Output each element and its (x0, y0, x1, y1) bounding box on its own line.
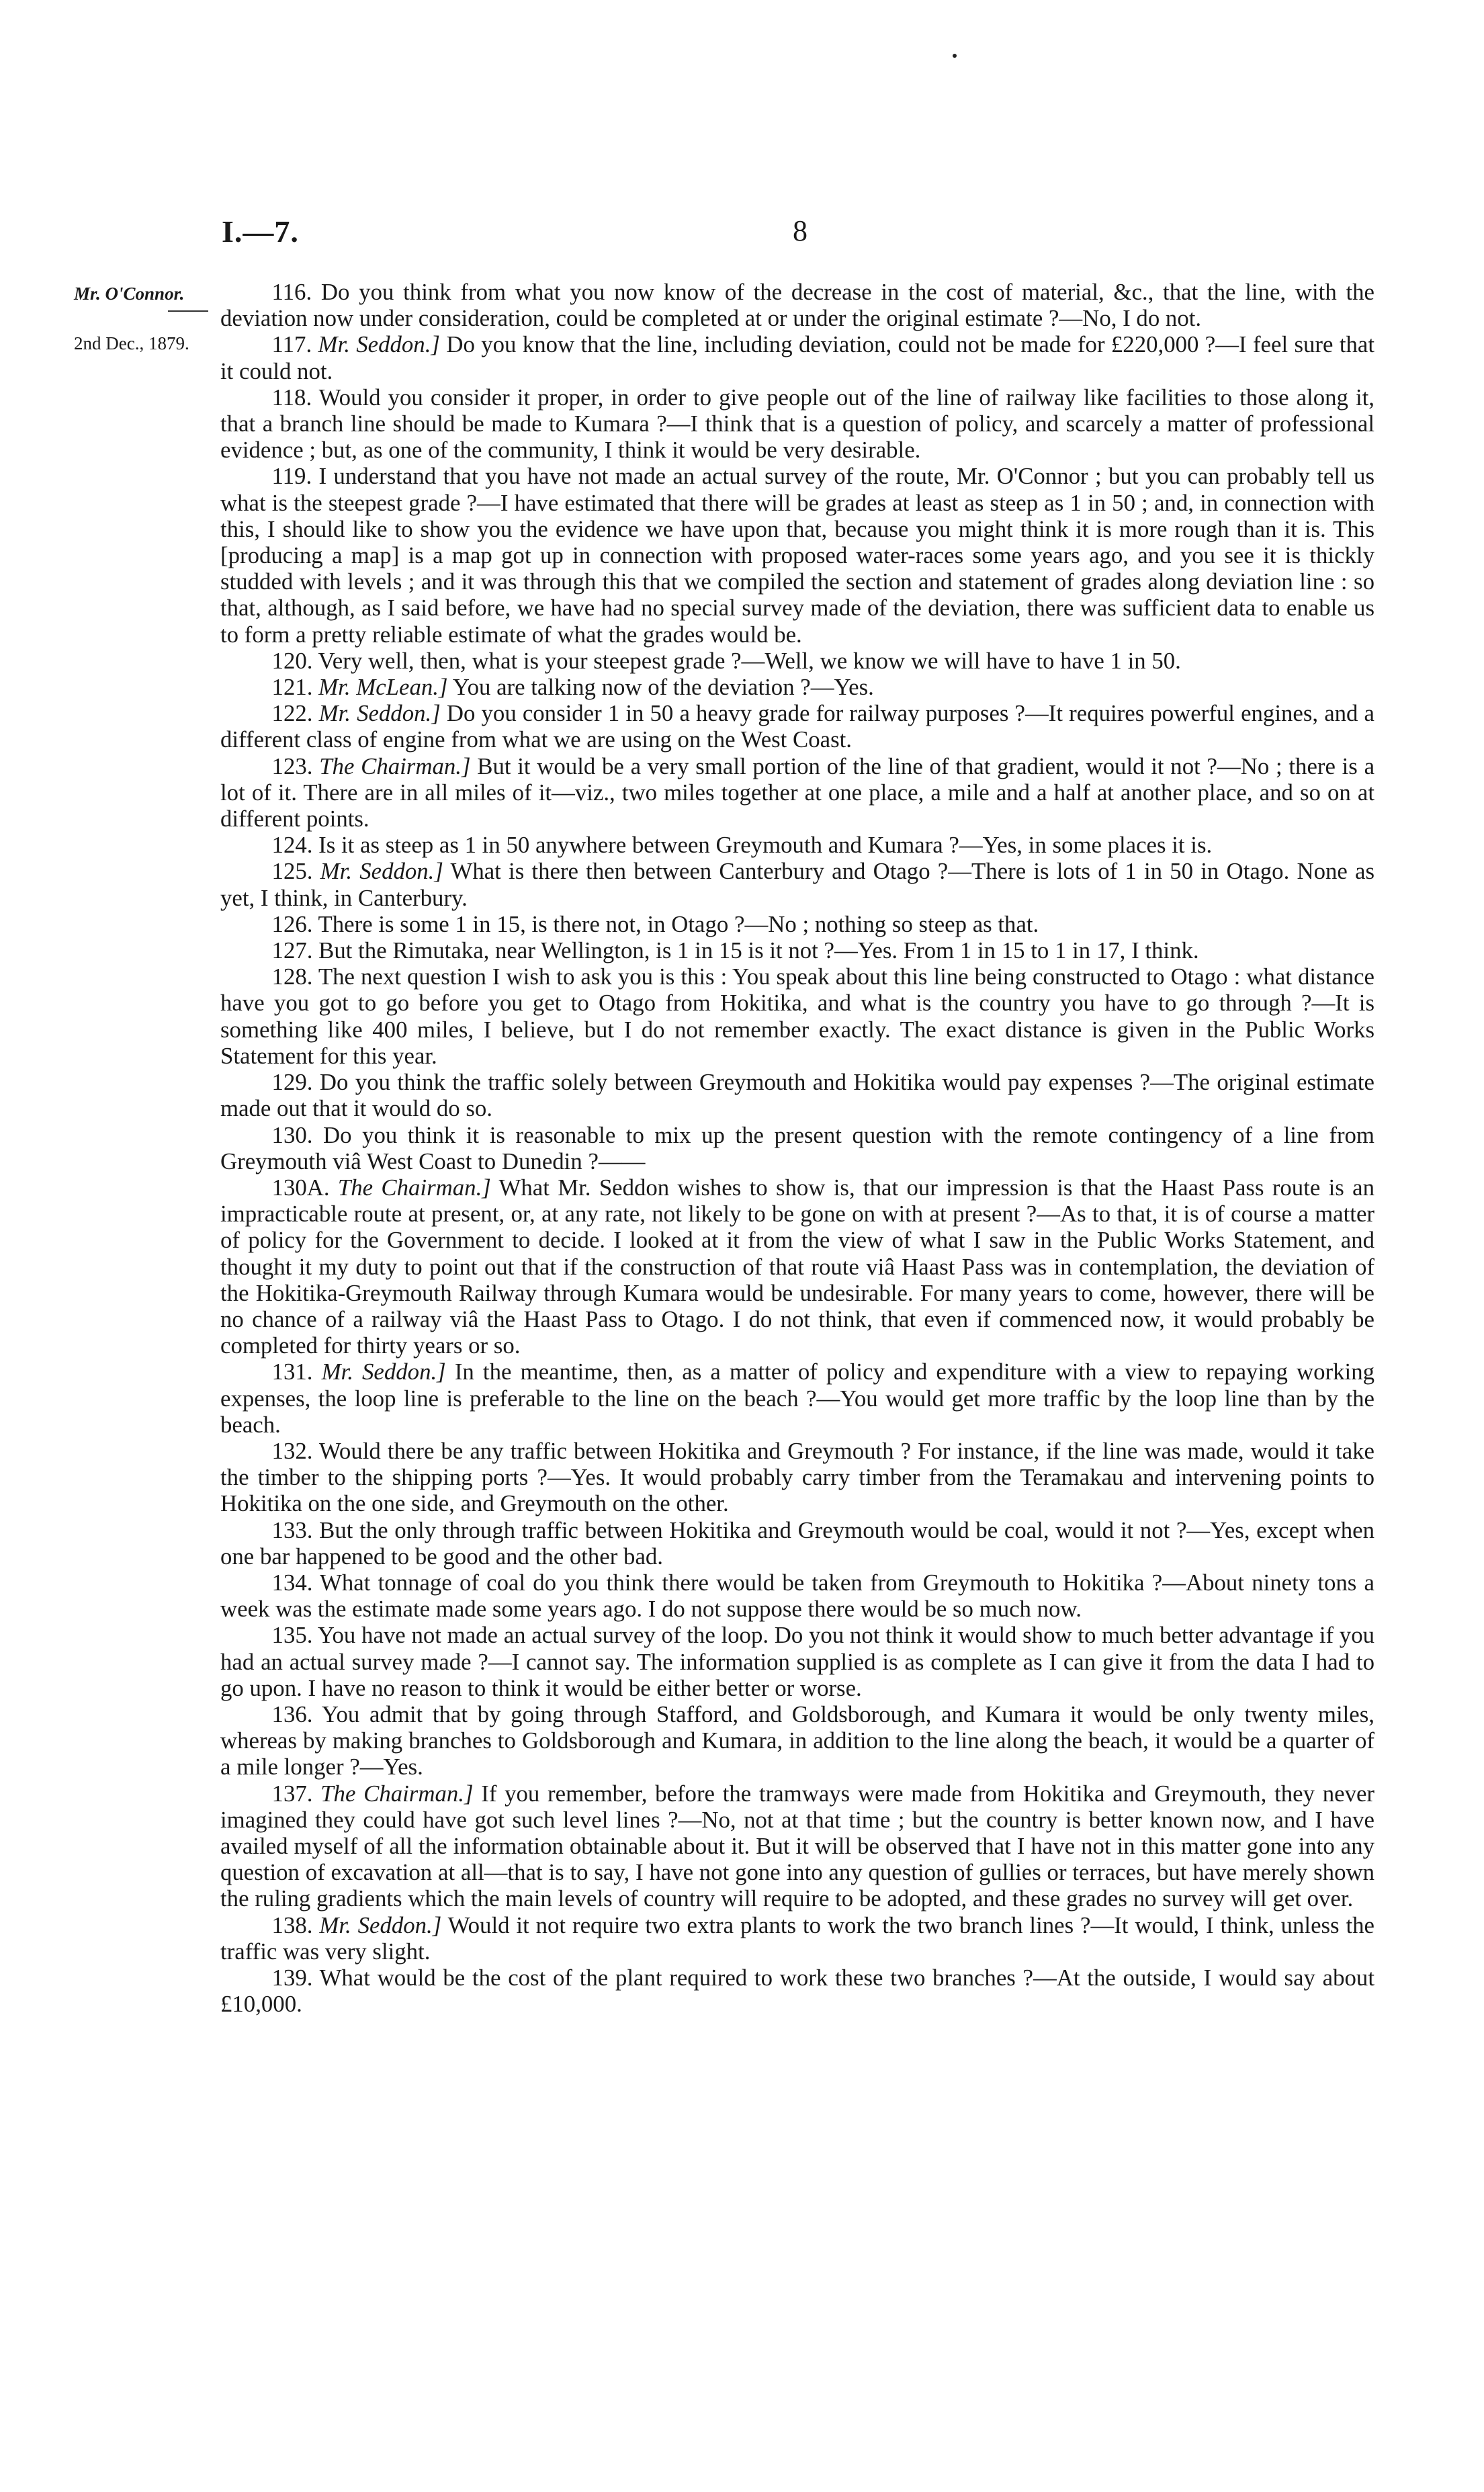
question-paragraph (220, 1122, 1374, 1174)
question-text: Do you think the traffic solely between Greymouth and Hokitika would pay expenses ?—The original estimate made out that it would do so. (220, 1069, 1374, 1122)
question-number: 130. (271, 1121, 313, 1148)
question-text: Very well, then, what is your steepest grade ?—Well, we know we will have to have 1 in 50. (318, 647, 1181, 674)
question-text: You admit that by going through Stafford, and Goldsborough, and Kumara it would be only twenty miles, whereas by making branches to Goldsborough and Kumara, in addition to the line along the beach, it would be a quarter of a mile longer ?—Yes. (220, 1701, 1374, 1780)
question-text: The next question I wish to ask you is this : You speak about this line being constructed to Otago : what distance have you got to go before you get to Otago from Hokitika, and what is the country you have to go through ?—It is something like 400 miles, I believe, but I do not remember exactly. The exact distance is given in the Public Works Statement for this year. (220, 963, 1375, 1069)
question-paragraph (220, 1069, 1374, 1121)
question-text: What tonnage of coal do you think there would be taken from Greymouth to Hokitika ?—About ninety tons a week was the estimate made some years ago. I do not suppose there would be so much now. (220, 1569, 1374, 1623)
question-text: Do you think from what you now know of the decrease in the cost of material, &c., that the line, with the deviation now under consideration, could be completed at or under the original estimate ?—No, I do not. (220, 279, 1374, 332)
question-paragraph (220, 911, 1374, 937)
question-paragraph (220, 1517, 1374, 1570)
question-paragraph (220, 331, 1374, 384)
speaker: Mr. Seddon.] (318, 700, 441, 727)
question-paragraph (220, 1622, 1374, 1701)
question-number: 127. (271, 937, 313, 964)
question-number: 118. (271, 384, 312, 411)
question-paragraph (220, 1912, 1374, 1965)
margin-rule (168, 310, 208, 312)
question-number: 135. (271, 1622, 313, 1649)
question-number: 129. (271, 1069, 313, 1096)
question-paragraph (220, 463, 1374, 647)
question-text: Is it as steep as 1 in 50 anywhere between Greymouth and Kumara ?—Yes, in some places it is. (318, 832, 1213, 859)
speaker: Mr. Seddon.] (318, 331, 440, 358)
speaker: The Chairman.] (337, 1174, 491, 1201)
question-text: If you remember, before the tramways were made from Hokitika and Greymouth, they never imagined they could have got such level lines ?—No, not at that time ; but the country is better known now, and I have availed myself of all the information obtainable about it. But it will be observed that I have not in this matter gone into any question of excavation at all—that is to say, I have not gone into any question of gullies or terraces, but have merely shown the ruling gradients which the main levels of country will require to be adopted, and these grades no survey will get over. (220, 1780, 1375, 1912)
hearing-date: 2nd Dec., 1879. (74, 333, 189, 353)
question-number: 119. (271, 463, 312, 490)
question-text: Would it not require two extra plants to work the two branch lines ?—It would, I think, unless the traffic was very slight. (220, 1911, 1375, 1965)
speaker: The Chairman.] (320, 1780, 474, 1807)
question-paragraph (220, 700, 1374, 753)
question-number: 125. (271, 858, 313, 885)
question-paragraph (220, 963, 1374, 1069)
question-number: 132. (271, 1437, 313, 1464)
question-number: 120. (271, 647, 313, 674)
question-text: There is some 1 in 15, is there not, in Otago ?—No ; nothing so steep as that. (318, 910, 1039, 937)
question-number: 117. (271, 331, 312, 358)
question-number: 138. (271, 1911, 313, 1938)
question-number: 121. (271, 674, 313, 701)
question-number: 130A. (271, 1174, 330, 1201)
question-text: You have not made an actual survey of the loop. Do you not think it would show to much better advantage if you had an actual survey made ?—I cannot say. The information supplied is as complete as I can give it from the data I had to go upon. I have no reason to think it would be either better or worse. (220, 1622, 1374, 1701)
speaker: The Chairman.] (319, 753, 471, 779)
question-number: 131. (271, 1359, 313, 1385)
question-text: But the Rimutaka, near Wellington, is 1 in 15 is it not ?—Yes. From 1 in 15 to 1 in 17, I think. (318, 937, 1199, 964)
speaker: Mr. Seddon.] (320, 858, 443, 885)
question-paragraph (220, 1174, 1374, 1359)
question-paragraph (220, 753, 1374, 832)
question-text: What Mr. Seddon wishes to show is, that our impression is that the Haast Pass route is an impracticable route at present, or, at any rate, not likely to be gone on with at present ?—As to that, it is of course a matter of policy for the Government to decide. I looked at it from the view of what I saw in the Public Works Statement, and thought it my duty to point out that if the construction of that route viâ Haast Pass was in contemplation, the deviation of the Hokitika-Greymouth Railway through Kumara would be undesirable. For many years to come, however, there will be no chance of a railway viâ the Haast Pass to Otago. I do not think, that even if commenced now, it would probably be completed for thirty years or so. (220, 1174, 1375, 1359)
speaker: Mr. Seddon.] (319, 1911, 442, 1938)
question-number: 128. (271, 963, 313, 990)
question-number: 122. (271, 700, 313, 727)
speaker: Mr. McLean.] (318, 674, 448, 701)
witness-name: Mr. O'Connor. (74, 284, 185, 304)
question-paragraph (220, 1359, 1374, 1438)
question-paragraph (220, 858, 1374, 910)
question-text: Do you consider 1 in 50 a heavy grade for railway purposes ?—It requires powerful engines, and a different class of engine from what we are using on the West Coast. (220, 700, 1375, 753)
question-number: 134. (271, 1569, 313, 1596)
question-text: But the only through traffic between Hokitika and Greymouth would be coal, would it not ?—Yes, except when one bar happened to be good and the other bad. (220, 1516, 1374, 1570)
question-paragraph (220, 832, 1374, 858)
question-text: Do you think it is reasonable to mix up the present question with the remote contingency of a line from Greymouth viâ West Coast to Dunedin ?—— (220, 1121, 1374, 1174)
question-paragraph (220, 674, 1374, 700)
question-paragraph (220, 648, 1374, 674)
question-text: Would there be any traffic between Hokitika and Greymouth ? For instance, if the line was made, would it take the timber to the shipping ports ?—Yes. It would probably carry timber from the Teramakau and intervening points to Hokitika on the one side, and Greymouth on the other. (220, 1437, 1374, 1517)
page-number: 8 (793, 214, 808, 247)
question-text: You are talking now of the deviation ?—Yes. (452, 674, 874, 701)
question-number: 123. (271, 753, 313, 779)
question-number: 116. (271, 279, 312, 305)
question-paragraph (220, 279, 1374, 331)
question-paragraph (220, 1701, 1374, 1780)
question-paragraph (220, 1438, 1374, 1517)
question-text: In the meantime, then, as a matter of policy and expenditure with a view to repaying working expenses, the loop line is preferable to the line on the beach ?—You would get more traffic by the loop line than by the beach. (220, 1359, 1374, 1438)
question-paragraph (220, 1965, 1374, 2017)
question-text: What is there then between Canterbury and Otago ?—There is lots of 1 in 50 in Otago. None as yet, I think, in Canterbury. (220, 858, 1375, 911)
question-number: 136. (271, 1701, 313, 1727)
question-text: But it would be a very small portion of the line of that gradient, would it not ?—No ; there is a lot of it. There are in all miles of it—viz., two miles together at one place, a mile and a half at another place, and so on at different points. (220, 753, 1375, 832)
question-text: Would you consider it proper, in order to give people out of the line of railway like facilities to those along it, that a branch line should be made to Kumara ?—I think that is a question of policy, and scarcely a matter of professional evidence ; but, as one of the community, I think it would be very desirable. (220, 384, 1374, 464)
question-text: I understand that you have not made an actual survey of the route, Mr. O'Connor ; but you can probably tell us what is the steepest grade ?—I have estimated that there will be grades at least as steep as 1 in 50 ; and, in connection with this, I should like to show you the evidence we have upon that, because you might think it is more rough than it is. This [producing a map] is a map got up in connection with proposed water-races some years ago, and you see it is thickly studded with levels ; and it was through this that we compiled the section and statement of grades along deviation line : so that, although, as I said before, we have had no special survey made of the deviation, there was sufficient data to enable us to form a pretty reliable estimate of what the grades would be. (220, 463, 1374, 648)
question-number: 124. (271, 832, 313, 859)
question-number: 126. (271, 910, 313, 937)
stray-mark (953, 54, 957, 58)
question-paragraph (220, 1570, 1374, 1622)
question-paragraph (220, 1780, 1374, 1912)
speaker: Mr. Seddon.] (321, 1359, 446, 1385)
question-number: 137. (271, 1780, 313, 1807)
question-text: What would be the cost of the plant required to work these two branches ?—At the outside, I would say about £10,000. (220, 1965, 1374, 2018)
question-text: Do you know that the line, including deviation, could not be made for £220,000 ?—I feel sure that it could not. (220, 331, 1375, 384)
question-number: 139. (271, 1965, 313, 1991)
question-number: 133. (271, 1516, 313, 1543)
page-id: I.—7. (222, 214, 299, 249)
question-paragraph (220, 937, 1374, 963)
evidence-text (220, 279, 1374, 2017)
question-paragraph (220, 384, 1374, 464)
